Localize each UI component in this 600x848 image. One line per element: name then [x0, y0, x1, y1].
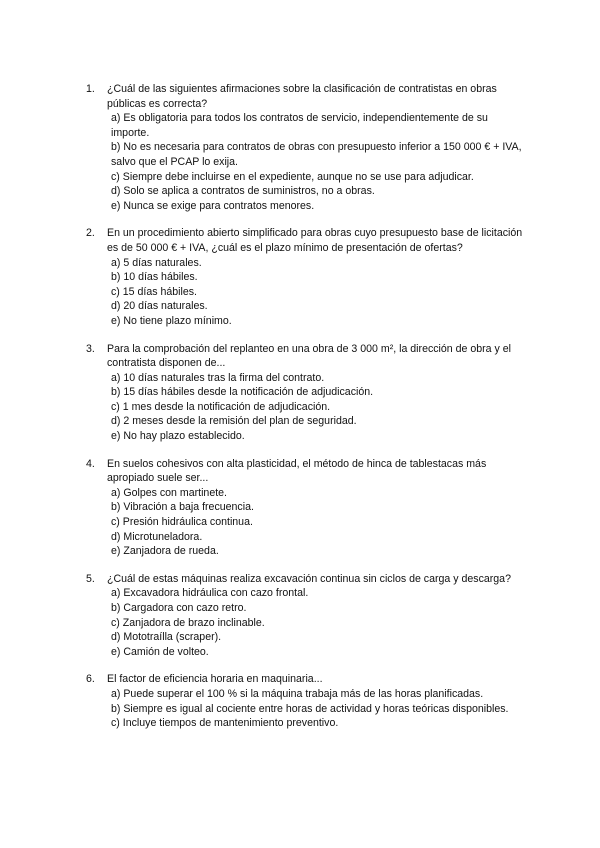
answer-option: e) Zanjadora de rueda. [111, 545, 219, 558]
question-item [88, 672, 528, 730]
question-text: ¿Cuál de estas máquinas realiza excavación continua sin ciclos de carga y descarga? [107, 572, 511, 585]
answer-option: c) Presión hidráulica continua. [111, 516, 253, 529]
question-text: En un procedimiento abierto simplificado para obras cuyo presupuesto base de licitación es de 50 000 € + IVA, ¿cuál es el plazo mínimo de presentación de ofertas? [107, 227, 523, 254]
answer-option: d) 20 días naturales. [111, 300, 208, 313]
question-number: 1. [86, 83, 95, 95]
answer-option: a) Golpes con martinete. [111, 486, 227, 499]
answer-option: d) 2 meses desde la remisión del plan de seguridad. [111, 415, 357, 428]
question-number: 5. [86, 572, 95, 585]
question-item [88, 457, 528, 559]
answer-option: d) Mototraílla (scraper). [111, 631, 222, 644]
question-item [88, 572, 528, 660]
question-text: Para la comprobación del replanteo en una obra de 3 000 m², la dirección de obra y el contratista disponen de... [107, 342, 511, 370]
answer-option: b) 15 días hábiles desde la notificación de adjudicación. [111, 386, 374, 399]
answer-option: c) Siempre debe incluirse en el expediente, aunque no se use para adjudicar. [111, 170, 474, 183]
answer-option: e) Nunca se exige para contratos menores. [111, 199, 315, 212]
question-body [107, 82, 528, 213]
answer-options [107, 371, 528, 444]
answer-options [107, 111, 528, 213]
question-body [107, 226, 528, 328]
question-body [107, 342, 528, 444]
question-text: En suelos cohesivos con alta plasticidad, el método de hinca de tablestacas más apropiado suele ser... [107, 457, 487, 485]
answer-options [107, 586, 528, 659]
question-body [107, 572, 528, 660]
question-body [107, 457, 528, 559]
answer-option: e) No hay plazo establecido. [111, 430, 245, 443]
answer-option: a) Es obligatoria para todos los contratos de servicio, independientemente de su importe. [111, 112, 488, 139]
answer-option: b) Cargadora con cazo retro. [111, 602, 247, 614]
answer-option: b) No es necesaria para contratos de obras con presupuesto inferior a 150 000 € + IVA, salvo que el PCAP lo exija. [111, 141, 522, 168]
answer-option: c) 15 días hábiles. [111, 285, 197, 298]
answer-options [107, 687, 528, 731]
answer-option: e) Camión de volteo. [111, 645, 209, 658]
question-number: 2. [86, 227, 95, 240]
question-item [88, 82, 528, 213]
answer-option: d) Microtuneladora. [111, 530, 203, 543]
answer-option: c) 1 mes desde la notificación de adjudicación. [111, 400, 331, 413]
answer-option: e) No tiene plazo mínimo. [111, 314, 232, 327]
answer-option: a) Puede superar el 100 % si la máquina trabaja más de las horas planificadas. [111, 687, 484, 700]
answer-option: d) Solo se aplica a contratos de suministros, no a obras. [111, 185, 375, 198]
answer-option: a) Excavadora hidráulica con cazo frontal. [111, 587, 309, 600]
question-number: 6. [86, 673, 95, 686]
answer-option: c) Incluye tiempos de mantenimiento preventivo. [111, 717, 339, 730]
answer-options [107, 256, 528, 329]
answer-option: a) 5 días naturales. [111, 256, 202, 269]
question-list [88, 82, 528, 744]
question-number: 4. [86, 457, 95, 470]
question-text: ¿Cuál de las siguientes afirmaciones sobre la clasificación de contratistas en obras públicas es correcta? [107, 83, 497, 110]
answer-option: b) Vibración a baja frecuencia. [111, 501, 254, 514]
question-item [88, 342, 528, 444]
question-body [107, 672, 528, 730]
question-item [88, 226, 528, 328]
answer-option: c) Zanjadora de brazo inclinable. [111, 616, 265, 629]
question-text: El factor de eficiencia horaria en maquinaria... [107, 673, 323, 686]
answer-option: b) Siempre es igual al cociente entre horas de actividad y horas teóricas disponibles. [111, 702, 509, 715]
answer-option: a) 10 días naturales tras la firma del contrato. [111, 371, 325, 384]
answer-options [107, 486, 528, 559]
answer-option: b) 10 días hábiles. [111, 271, 198, 284]
question-number: 3. [86, 342, 95, 355]
